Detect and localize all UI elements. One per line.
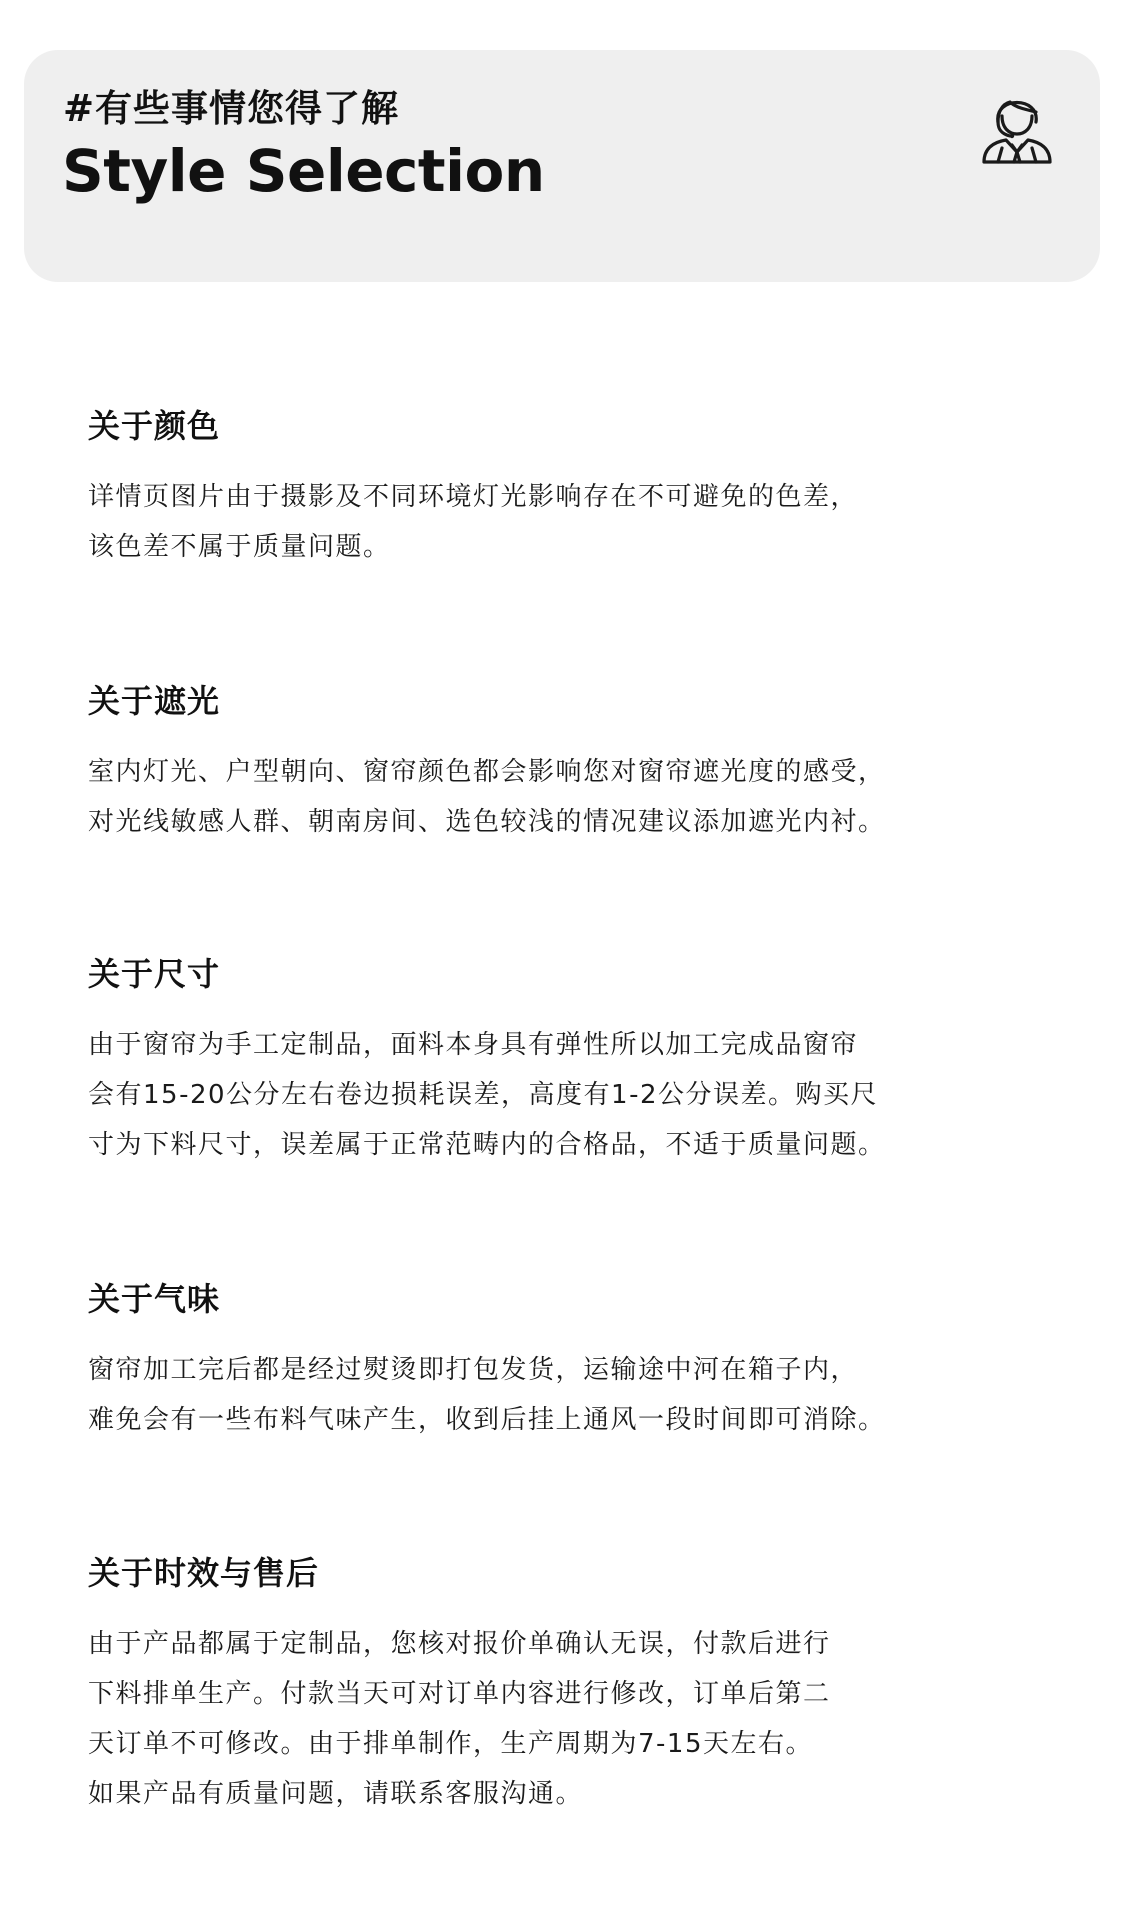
header-card [24,50,1100,282]
section-size [88,955,1048,1170]
section-body [88,472,1048,572]
body-line: 下料排单生产。付款当天可对订单内容进行修改，订单后第二 [88,1679,831,1709]
section-color [88,407,1048,572]
section-heading: 关于尺寸 [88,955,221,993]
body-line: 由于产品都属于定制品，您核对报价单确认无误，付款后进行 [88,1629,831,1659]
body-line: 详情页图片由于摄影及不同环境灯光影响存在不可避免的色差， [88,482,859,512]
section-heading: 关于时效与售后 [88,1554,320,1592]
body-line: 如果产品有质量问题，请联系客服沟通。 [88,1779,584,1809]
section-timeliness-aftersales [88,1554,1048,1819]
body-line: 该色差不属于质量问题。 [88,532,391,562]
customer-service-icon [976,82,1058,166]
section-heading: 关于气味 [88,1280,221,1318]
body-line: 会有15-20公分左右卷边损耗误差，高度有1-2公分误差。购买尺 [88,1080,879,1110]
section-body [88,1345,1048,1445]
section-heading: 关于颜色 [88,407,221,445]
header-title: Style Selection [62,137,545,205]
body-line: 寸为下料尺寸，误差属于正常范畴内的合格品，不适于质量问题。 [88,1130,886,1160]
body-line: 由于窗帘为手工定制品，面料本身具有弹性所以加工完成品窗帘 [88,1030,859,1060]
body-line: 天订单不可修改。由于排单制作，生产周期为7-15天左右。 [88,1729,814,1759]
body-line: 难免会有一些布料气味产生，收到后挂上通风一段时间即可消除。 [88,1405,886,1435]
section-body [88,747,1048,847]
section-body [88,1020,1048,1170]
header-subtitle: #有些事情您得了解 [63,87,400,130]
body-line: 窗帘加工完后都是经过熨烫即打包发货，运输途中河在箱子内， [88,1355,859,1385]
body-line: 对光线敏感人群、朝南房间、选色较浅的情况建议添加遮光内衬。 [88,807,886,837]
section-heading: 关于遮光 [88,682,221,720]
section-shading [88,682,1048,847]
section-odor [88,1280,1048,1445]
body-line: 室内灯光、户型朝向、窗帘颜色都会影响您对窗帘遮光度的感受， [88,757,886,787]
section-body [88,1619,1048,1819]
